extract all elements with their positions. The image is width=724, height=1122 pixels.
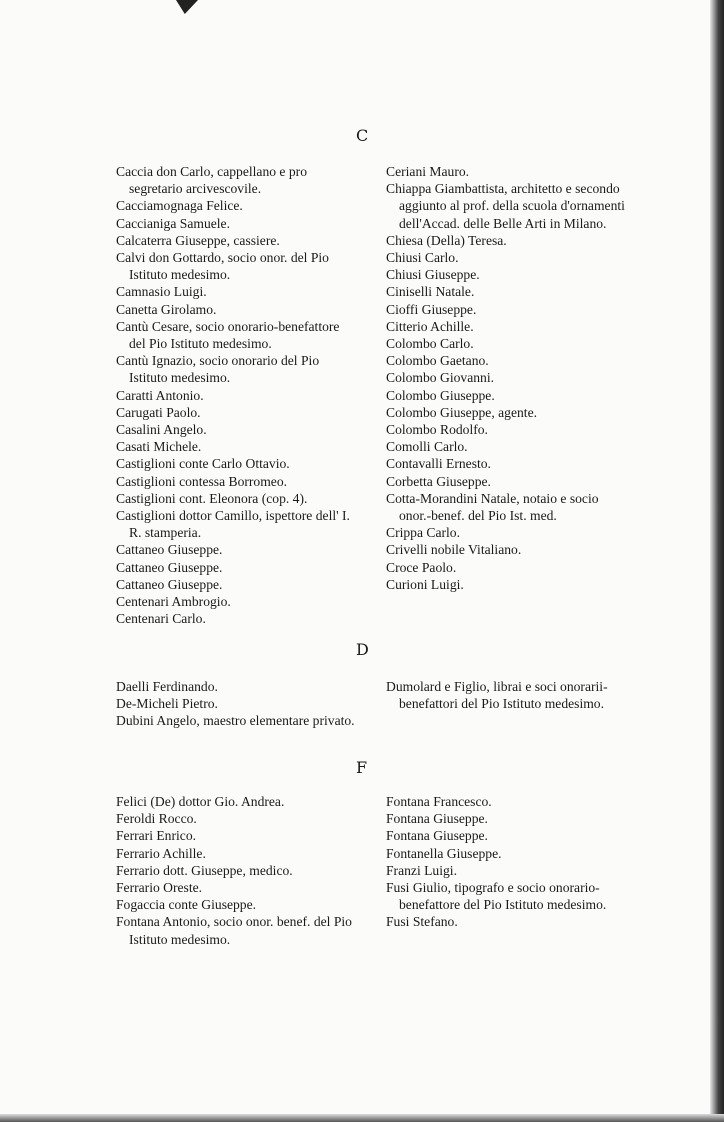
- index-entry: Comolli Carlo.: [386, 439, 468, 455]
- index-entry: De-Micheli Pietro.: [116, 696, 218, 712]
- index-entry: Castiglioni cont. Eleonora (cop. 4).: [116, 490, 308, 506]
- index-entry: Colombo Giuseppe.: [386, 387, 495, 403]
- index-entry: Fontana Giuseppe.: [386, 828, 488, 844]
- index-entry: Colombo Carlo.: [386, 336, 474, 352]
- section-c-left-column: [116, 163, 356, 627]
- index-entry: Fusi Giulio, tipografo e socio onorario-benefattore del Pio Istituto medesimo.: [386, 880, 607, 913]
- index-entry: Citterio Achille.: [386, 318, 474, 334]
- index-entry: Calcaterra Giuseppe, cassiere.: [116, 232, 280, 248]
- index-entry: Cantù Ignazio, socio onorario del Pio Istituto medesimo.: [116, 353, 320, 386]
- page-bottom-edge-shadow: [0, 1114, 724, 1122]
- index-entry: Castiglioni conte Carlo Ottavio.: [116, 456, 290, 472]
- index-entry: Fusi Stefano.: [386, 914, 458, 930]
- index-entry: Casati Michele.: [116, 439, 202, 455]
- index-entry: Curioni Luigi.: [386, 576, 464, 592]
- index-entry: Caccia don Carlo, cappellano e pro segretario arcivescovile.: [116, 164, 307, 197]
- index-entry: Fontana Francesco.: [386, 794, 492, 809]
- index-entry: Colombo Giovanni.: [386, 370, 494, 386]
- page-corner-mark: [176, 0, 198, 14]
- index-entry: Crippa Carlo.: [386, 525, 460, 541]
- index-entry: Chiusi Carlo.: [386, 250, 459, 266]
- index-entry: Casalini Angelo.: [116, 422, 207, 438]
- index-entry: Cattaneo Giuseppe.: [116, 542, 223, 558]
- index-entry: Fogaccia conte Giuseppe.: [116, 897, 257, 913]
- index-entry: Fontana Antonio, socio onor. benef. del Pio Istituto medesimo.: [116, 914, 352, 947]
- index-entry: Dubini Angelo, maestro elementare privato.: [116, 713, 355, 729]
- index-entry: Cattaneo Giuseppe.: [116, 559, 223, 575]
- index-entry: Ferrario Oreste.: [116, 880, 203, 896]
- index-entry: Centenari Carlo.: [116, 611, 206, 627]
- index-entry: Centenari Ambrogio.: [116, 594, 231, 610]
- index-entry: Camnasio Luigi.: [116, 284, 207, 300]
- index-entry: Cattaneo Giuseppe.: [116, 576, 223, 592]
- section-c-right-column: [386, 163, 626, 593]
- index-entry: Ceriani Mauro.: [386, 164, 470, 179]
- index-entry: Calvi don Gottardo, socio onor. del Pio Istituto medesimo.: [116, 250, 329, 283]
- index-entry: Carugati Paolo.: [116, 404, 201, 420]
- index-entry: Ciniselli Natale.: [386, 284, 475, 300]
- index-entry: Caratti Antonio.: [116, 387, 204, 403]
- index-entry: Colombo Giuseppe, agente.: [386, 404, 538, 420]
- index-entry: Caccianiga Samuele.: [116, 215, 230, 231]
- page-right-edge-shadow: [710, 0, 724, 1122]
- section-d-right-column: [386, 678, 626, 712]
- index-entry: Crivelli nobile Vitaliano.: [386, 542, 522, 558]
- section-letter-c: C: [356, 126, 369, 145]
- index-entry: Colombo Rodolfo.: [386, 422, 488, 438]
- index-entry: Castiglioni dottor Camillo, ispettore dell' I. R. stamperia.: [116, 508, 350, 541]
- index-entry: Chiappa Giambattista, architetto e secondo aggiunto al prof. della scuola d'ornamenti dell'Accad. delle Belle Arti in Milano.: [386, 181, 625, 231]
- index-entry: Chiusi Giuseppe.: [386, 267, 480, 283]
- index-entry: Corbetta Giuseppe.: [386, 473, 491, 489]
- index-entry: Dumolard e Figlio, librai e soci onorarii-benefattori del Pio Istituto medesimo.: [386, 679, 608, 712]
- index-entry: Cacciamognaga Felice.: [116, 198, 243, 214]
- index-entry: Ferrari Enrico.: [116, 828, 197, 844]
- index-entry: Cotta-Morandini Natale, notaio e socio onor.-benef. del Pio Ist. med.: [386, 490, 599, 524]
- index-entry: Ferrario dott. Giuseppe, medico.: [116, 862, 293, 878]
- index-entry: Franzi Luigi.: [386, 862, 457, 878]
- index-entry: Colombo Gaetano.: [386, 353, 489, 369]
- index-entry: Felici (De) dottor Gio. Andrea.: [116, 794, 285, 809]
- index-entry: Feroldi Rocco.: [116, 811, 197, 827]
- section-letter-d: D: [356, 640, 369, 659]
- index-entry: Daelli Ferdinando.: [116, 679, 218, 694]
- index-entry: Chiesa (Della) Teresa.: [386, 232, 507, 248]
- index-entry: Croce Paolo.: [386, 559, 457, 575]
- index-entry: Castiglioni contessa Borromeo.: [116, 473, 288, 489]
- section-letter-f: F: [356, 758, 368, 777]
- index-entry: Canetta Girolamo.: [116, 301, 217, 317]
- index-entry: Fontana Giuseppe.: [386, 811, 488, 827]
- section-f-left-column: [116, 793, 356, 948]
- index-entry: Contavalli Ernesto.: [386, 456, 491, 472]
- section-f-right-column: [386, 793, 626, 931]
- index-entry: Fontanella Giuseppe.: [386, 845, 502, 861]
- index-entry: Cantù Cesare, socio onorario-benefattore del Pio Istituto medesimo.: [116, 318, 340, 352]
- index-entry: Ferrario Achille.: [116, 845, 206, 861]
- section-d-left-column: [116, 678, 356, 730]
- index-entry: Cioffi Giuseppe.: [386, 301, 477, 317]
